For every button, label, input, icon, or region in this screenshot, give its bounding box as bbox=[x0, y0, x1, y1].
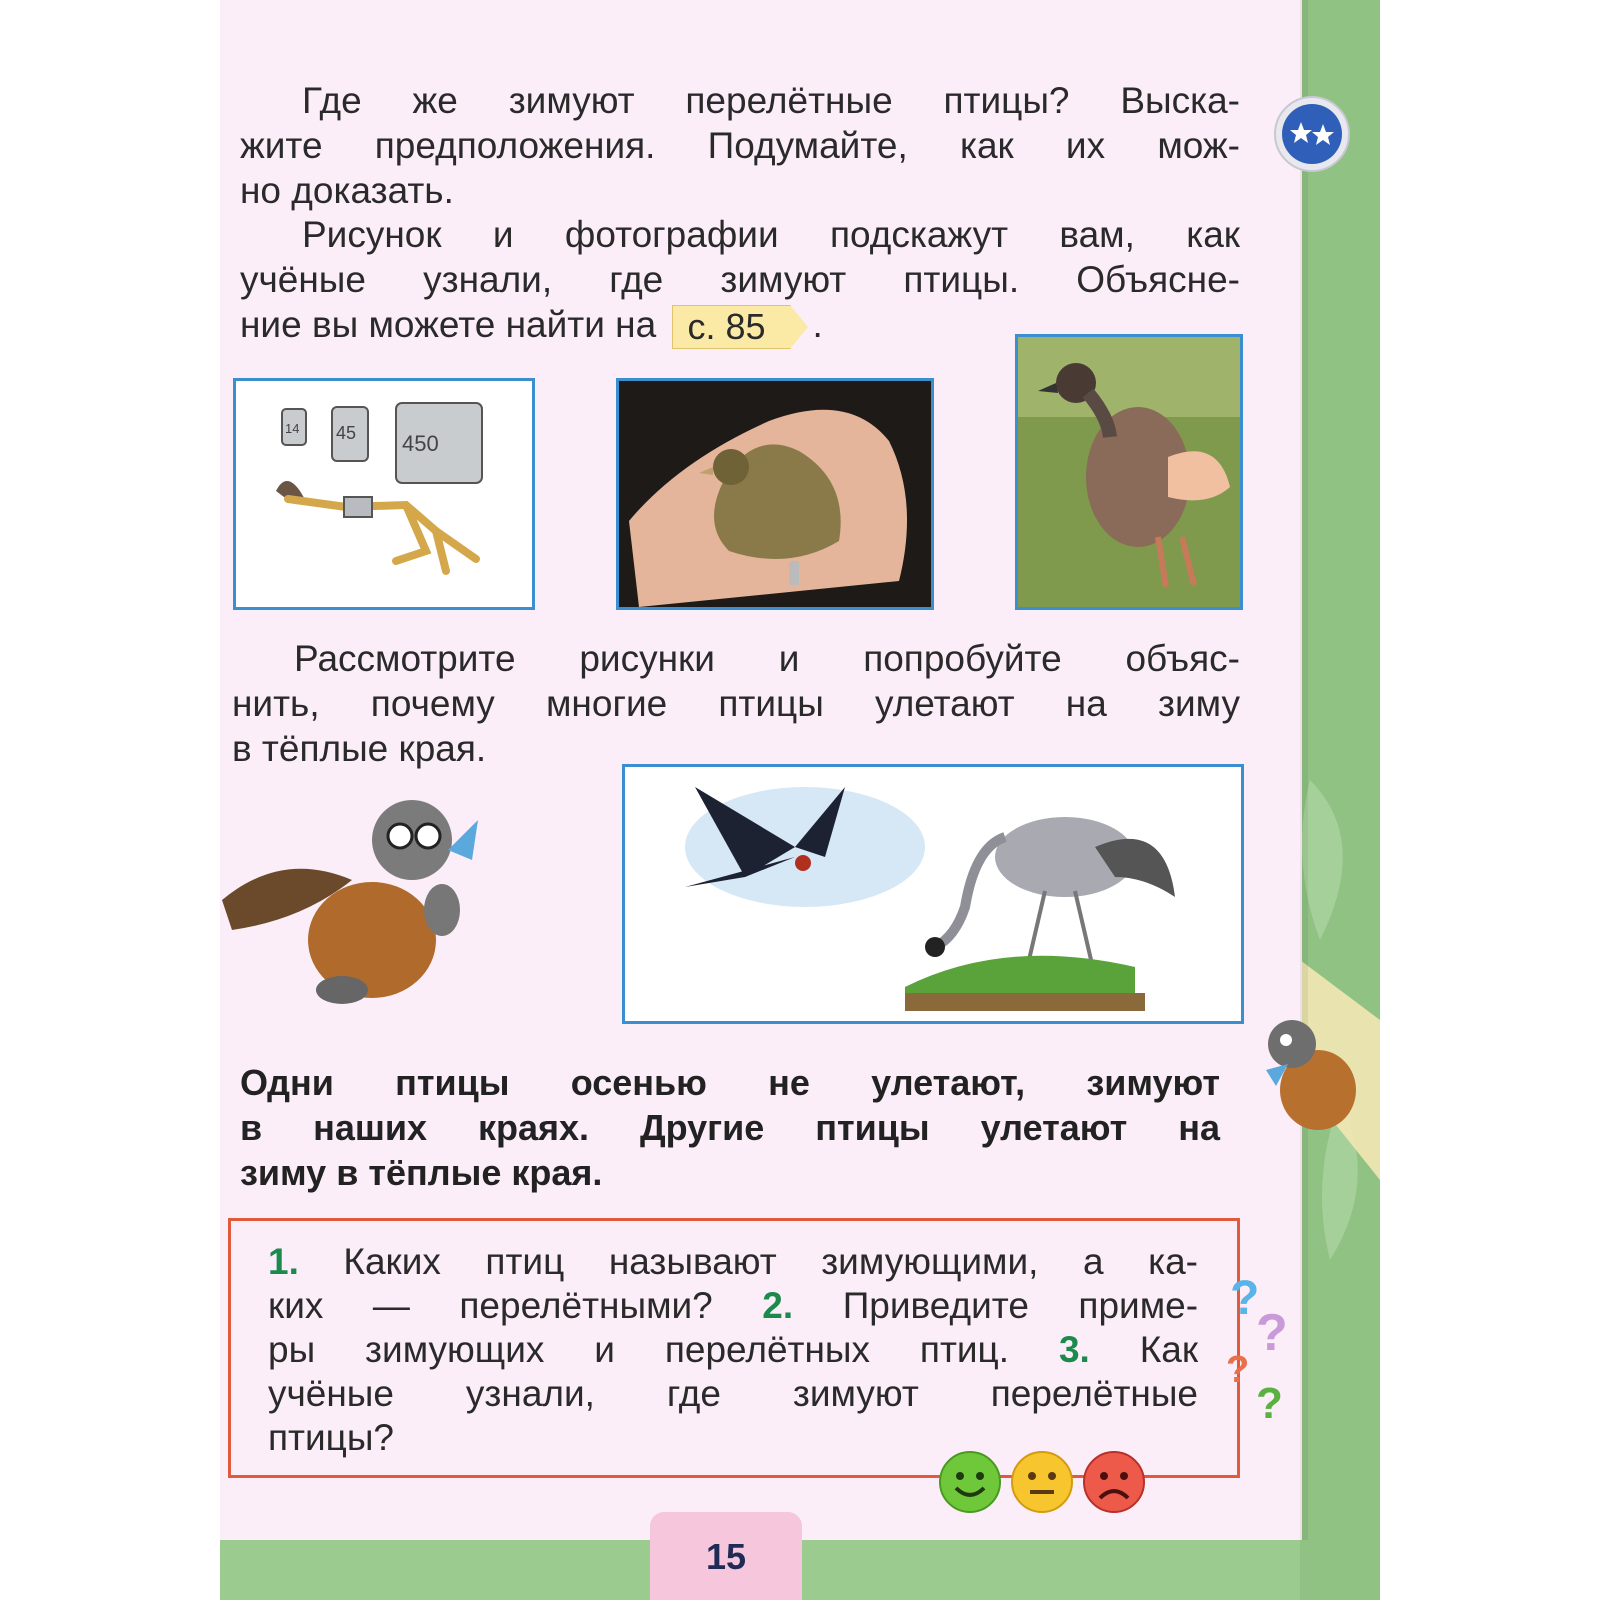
svg-text:?: ? bbox=[1256, 1304, 1288, 1362]
ringed-goose-photo bbox=[1015, 334, 1243, 610]
question-text: Приведите приме- bbox=[842, 1285, 1199, 1326]
question-number: 2. bbox=[762, 1285, 794, 1326]
ring-label: 450 bbox=[402, 431, 439, 456]
question-line bbox=[268, 1328, 1198, 1372]
ringed-bird-in-hand-photo bbox=[616, 378, 934, 610]
paragraph-line: нить, почему многие птицы улетают на зиму bbox=[232, 683, 1240, 724]
questions-text bbox=[268, 1240, 1198, 1460]
question-line bbox=[268, 1240, 1198, 1284]
question-marks-icon bbox=[1226, 1270, 1306, 1430]
ring-label: 14 bbox=[285, 421, 300, 436]
svg-text:?: ? bbox=[1256, 1379, 1283, 1428]
turtle-character bbox=[1258, 1010, 1358, 1140]
question-text: Каких птиц называют зимующими, а ка- bbox=[343, 1241, 1198, 1282]
rule-text bbox=[240, 1060, 1220, 1195]
page-reference-link[interactable]: с. 85 bbox=[672, 305, 790, 349]
paragraph-line: в тёплые края. bbox=[232, 728, 487, 769]
rule-line: в наших краях. Другие птицы улетают на bbox=[240, 1107, 1220, 1148]
paragraph-line: Рисунок и фотографии подскажут вам, как bbox=[302, 214, 1240, 255]
question-line bbox=[268, 1284, 1198, 1328]
rule-line: зиму в тёплые края. bbox=[240, 1152, 603, 1193]
question-text: ры зимующих и перелётных птиц. bbox=[268, 1329, 1010, 1370]
question-line: учёные узнали, где зимуют перелётные bbox=[268, 1373, 1198, 1414]
paragraph-line: Где же зимуют перелётные птицы? Выска- bbox=[302, 80, 1240, 121]
leaf-decoration bbox=[1300, 720, 1380, 1600]
bird-rings-illustration bbox=[233, 378, 535, 610]
paragraph-line: но доказать. bbox=[240, 170, 454, 211]
two-stars-icon bbox=[1272, 94, 1352, 174]
svg-text:?: ? bbox=[1226, 1349, 1250, 1391]
question-number: 3. bbox=[1058, 1329, 1090, 1370]
ring-label: 45 bbox=[336, 423, 357, 443]
line-suffix: . bbox=[812, 304, 823, 345]
page-number: 15 bbox=[705, 1536, 747, 1577]
smiley-happy-icon[interactable] bbox=[938, 1450, 1002, 1514]
intro-paragraph bbox=[240, 78, 1240, 213]
research-paragraph bbox=[240, 212, 1240, 349]
line-prefix: ние вы можете найти на bbox=[240, 304, 657, 345]
svg-text:?: ? bbox=[1230, 1272, 1260, 1325]
question-text: ких — перелётными? bbox=[268, 1285, 713, 1326]
swallow-and-crane-illustration bbox=[622, 764, 1244, 1024]
rule-line: Одни птицы осенью не улетают, зимуют bbox=[240, 1062, 1220, 1103]
paragraph-line: Рассмотрите рисунки и попробуйте объяс- bbox=[294, 638, 1240, 679]
explain-paragraph bbox=[232, 636, 1240, 771]
question-text: Как bbox=[1139, 1329, 1199, 1370]
smiley-neutral-icon[interactable] bbox=[1010, 1450, 1074, 1514]
paragraph-line: жите предположения. Подумайте, как их мож- bbox=[240, 125, 1240, 166]
flying-turtle-character bbox=[222, 790, 502, 1020]
question-line: птицы? bbox=[268, 1417, 395, 1458]
question-number: 1. bbox=[268, 1241, 299, 1282]
smiley-sad-icon[interactable] bbox=[1082, 1450, 1146, 1514]
paragraph-line: учёные узнали, где зимуют птицы. Объясне- bbox=[240, 259, 1240, 300]
